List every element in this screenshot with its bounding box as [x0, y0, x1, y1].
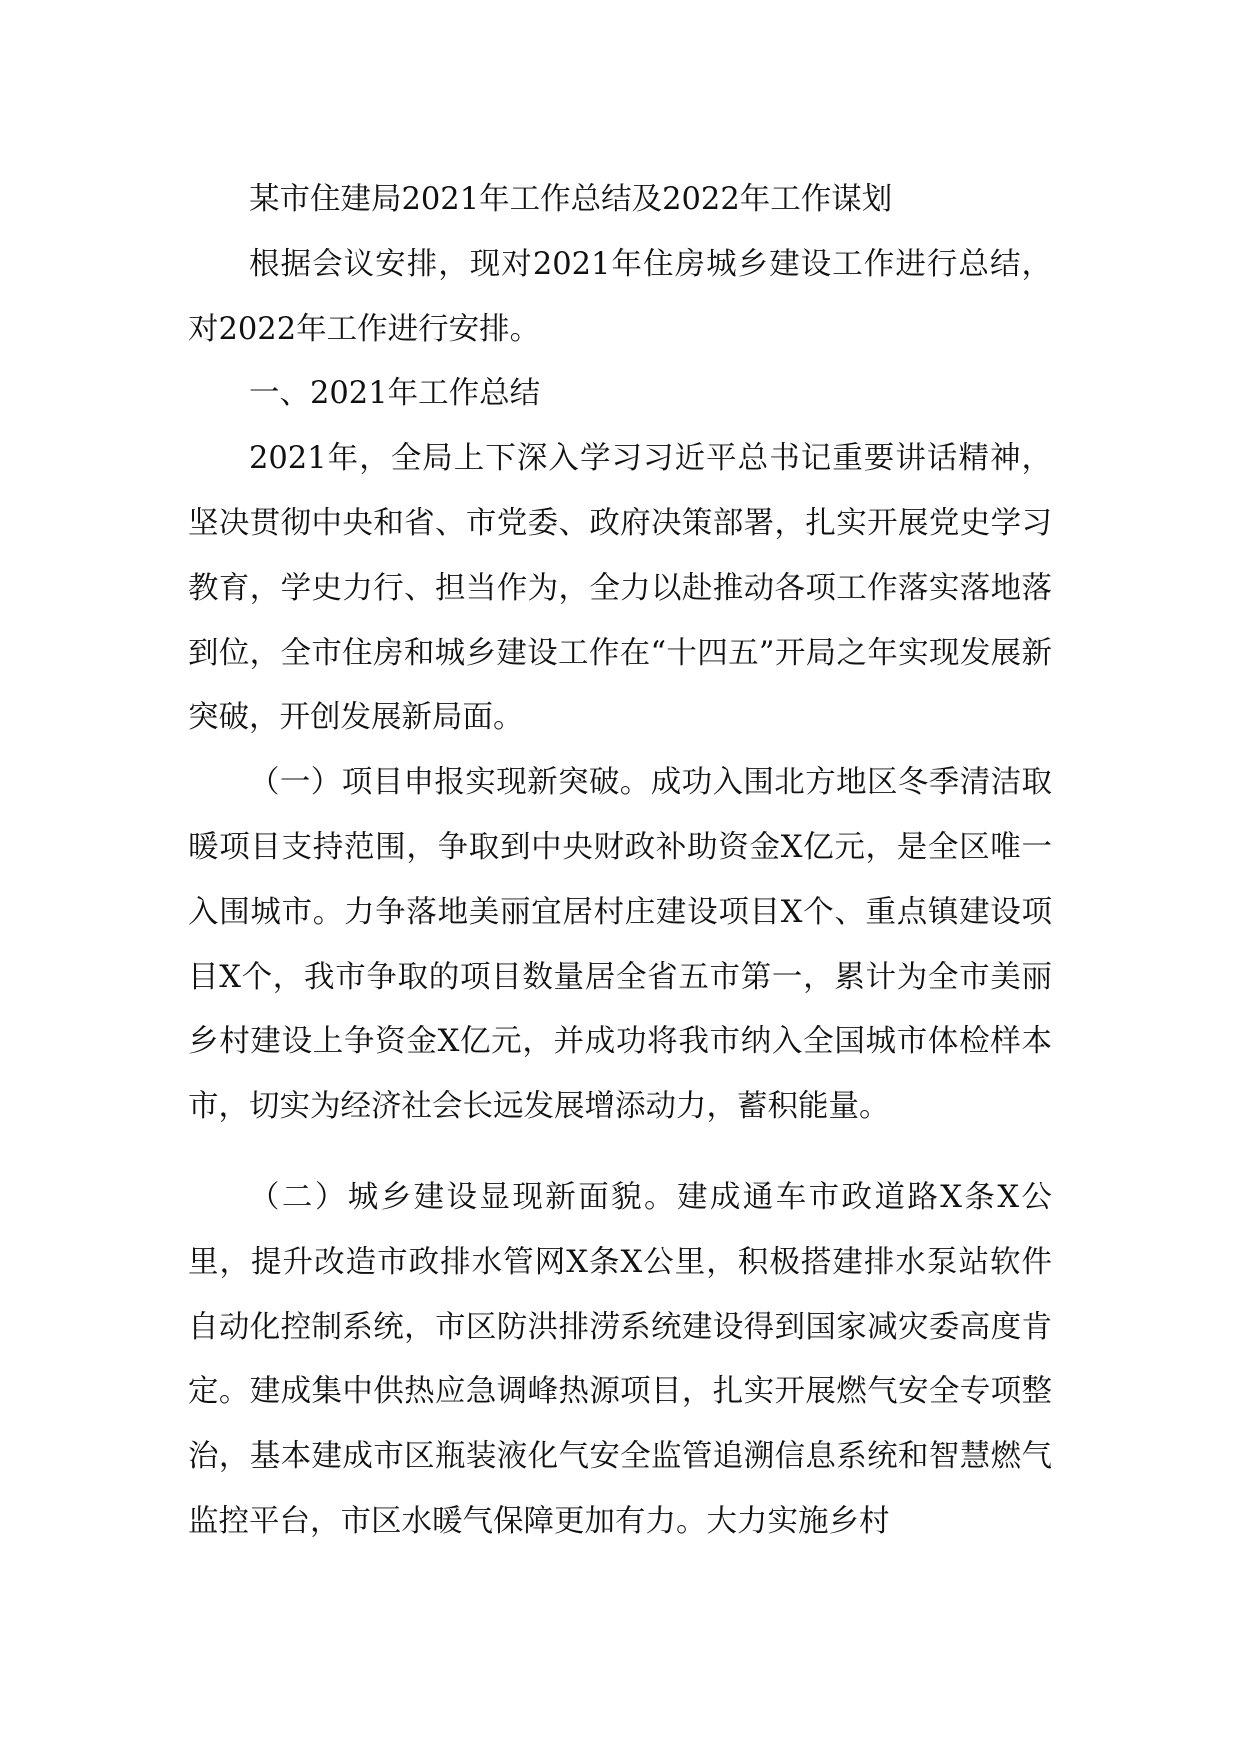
item-one-paragraph: （一）项目申报实现新突破。成功入围北方地区冬季清洁取暖项目支持范围，争取到中央财政补助资金X亿元，是全区唯一入围城市。力争落地美丽宜居村庄建设项目X个、重点镇建设项目X个，我市争取的项目数量居全省五市第一，累计为全市美丽乡村建设上争资金X亿元，并成功将我市纳入全国城市体检样本市，切实为经济社会长远发展增添动力，蓄积能量。 [188, 765, 1052, 1125]
document-body [188, 168, 1052, 1555]
summary-paragraph: 2021年，全局上下深入学习习近平总书记重要讲话精神，坚决贯彻中央和省、市党委、政府决策部署，扎实开展党史学习教育，学史力行、担当作为，全力以赴推动各项工作落实落地落到位，全市住房和城乡建设工作在“十四五”开局之年实现发展新突破，开创发展新局面。 [188, 441, 1052, 736]
item-two-paragraph: （二）城乡建设显现新面貌。建成通车市政道路X条X公里，提升改造市政排水管网X条X公里，积极搭建排水泵站软件自动化控制系统，市区防洪排涝系统建设得到国家减灾委高度肯定。建成集中供热应急调峰热源项目，扎实开展燃气安全专项整治，基本建成市区瓶装液化气安全监管追溯信息系统和智慧燃气监控平台，市区水暖气保障更加有力。大力实施乡村 [188, 1179, 1052, 1539]
intro-paragraph: 根据会议安排，现对2021年住房城乡建设工作进行总结，对2022年工作进行安排。 [188, 246, 1052, 347]
document-title: 某市住建局2021年工作总结及2022年工作谋划 [249, 182, 893, 217]
section-heading: 一、2021年工作总结 [249, 376, 541, 412]
